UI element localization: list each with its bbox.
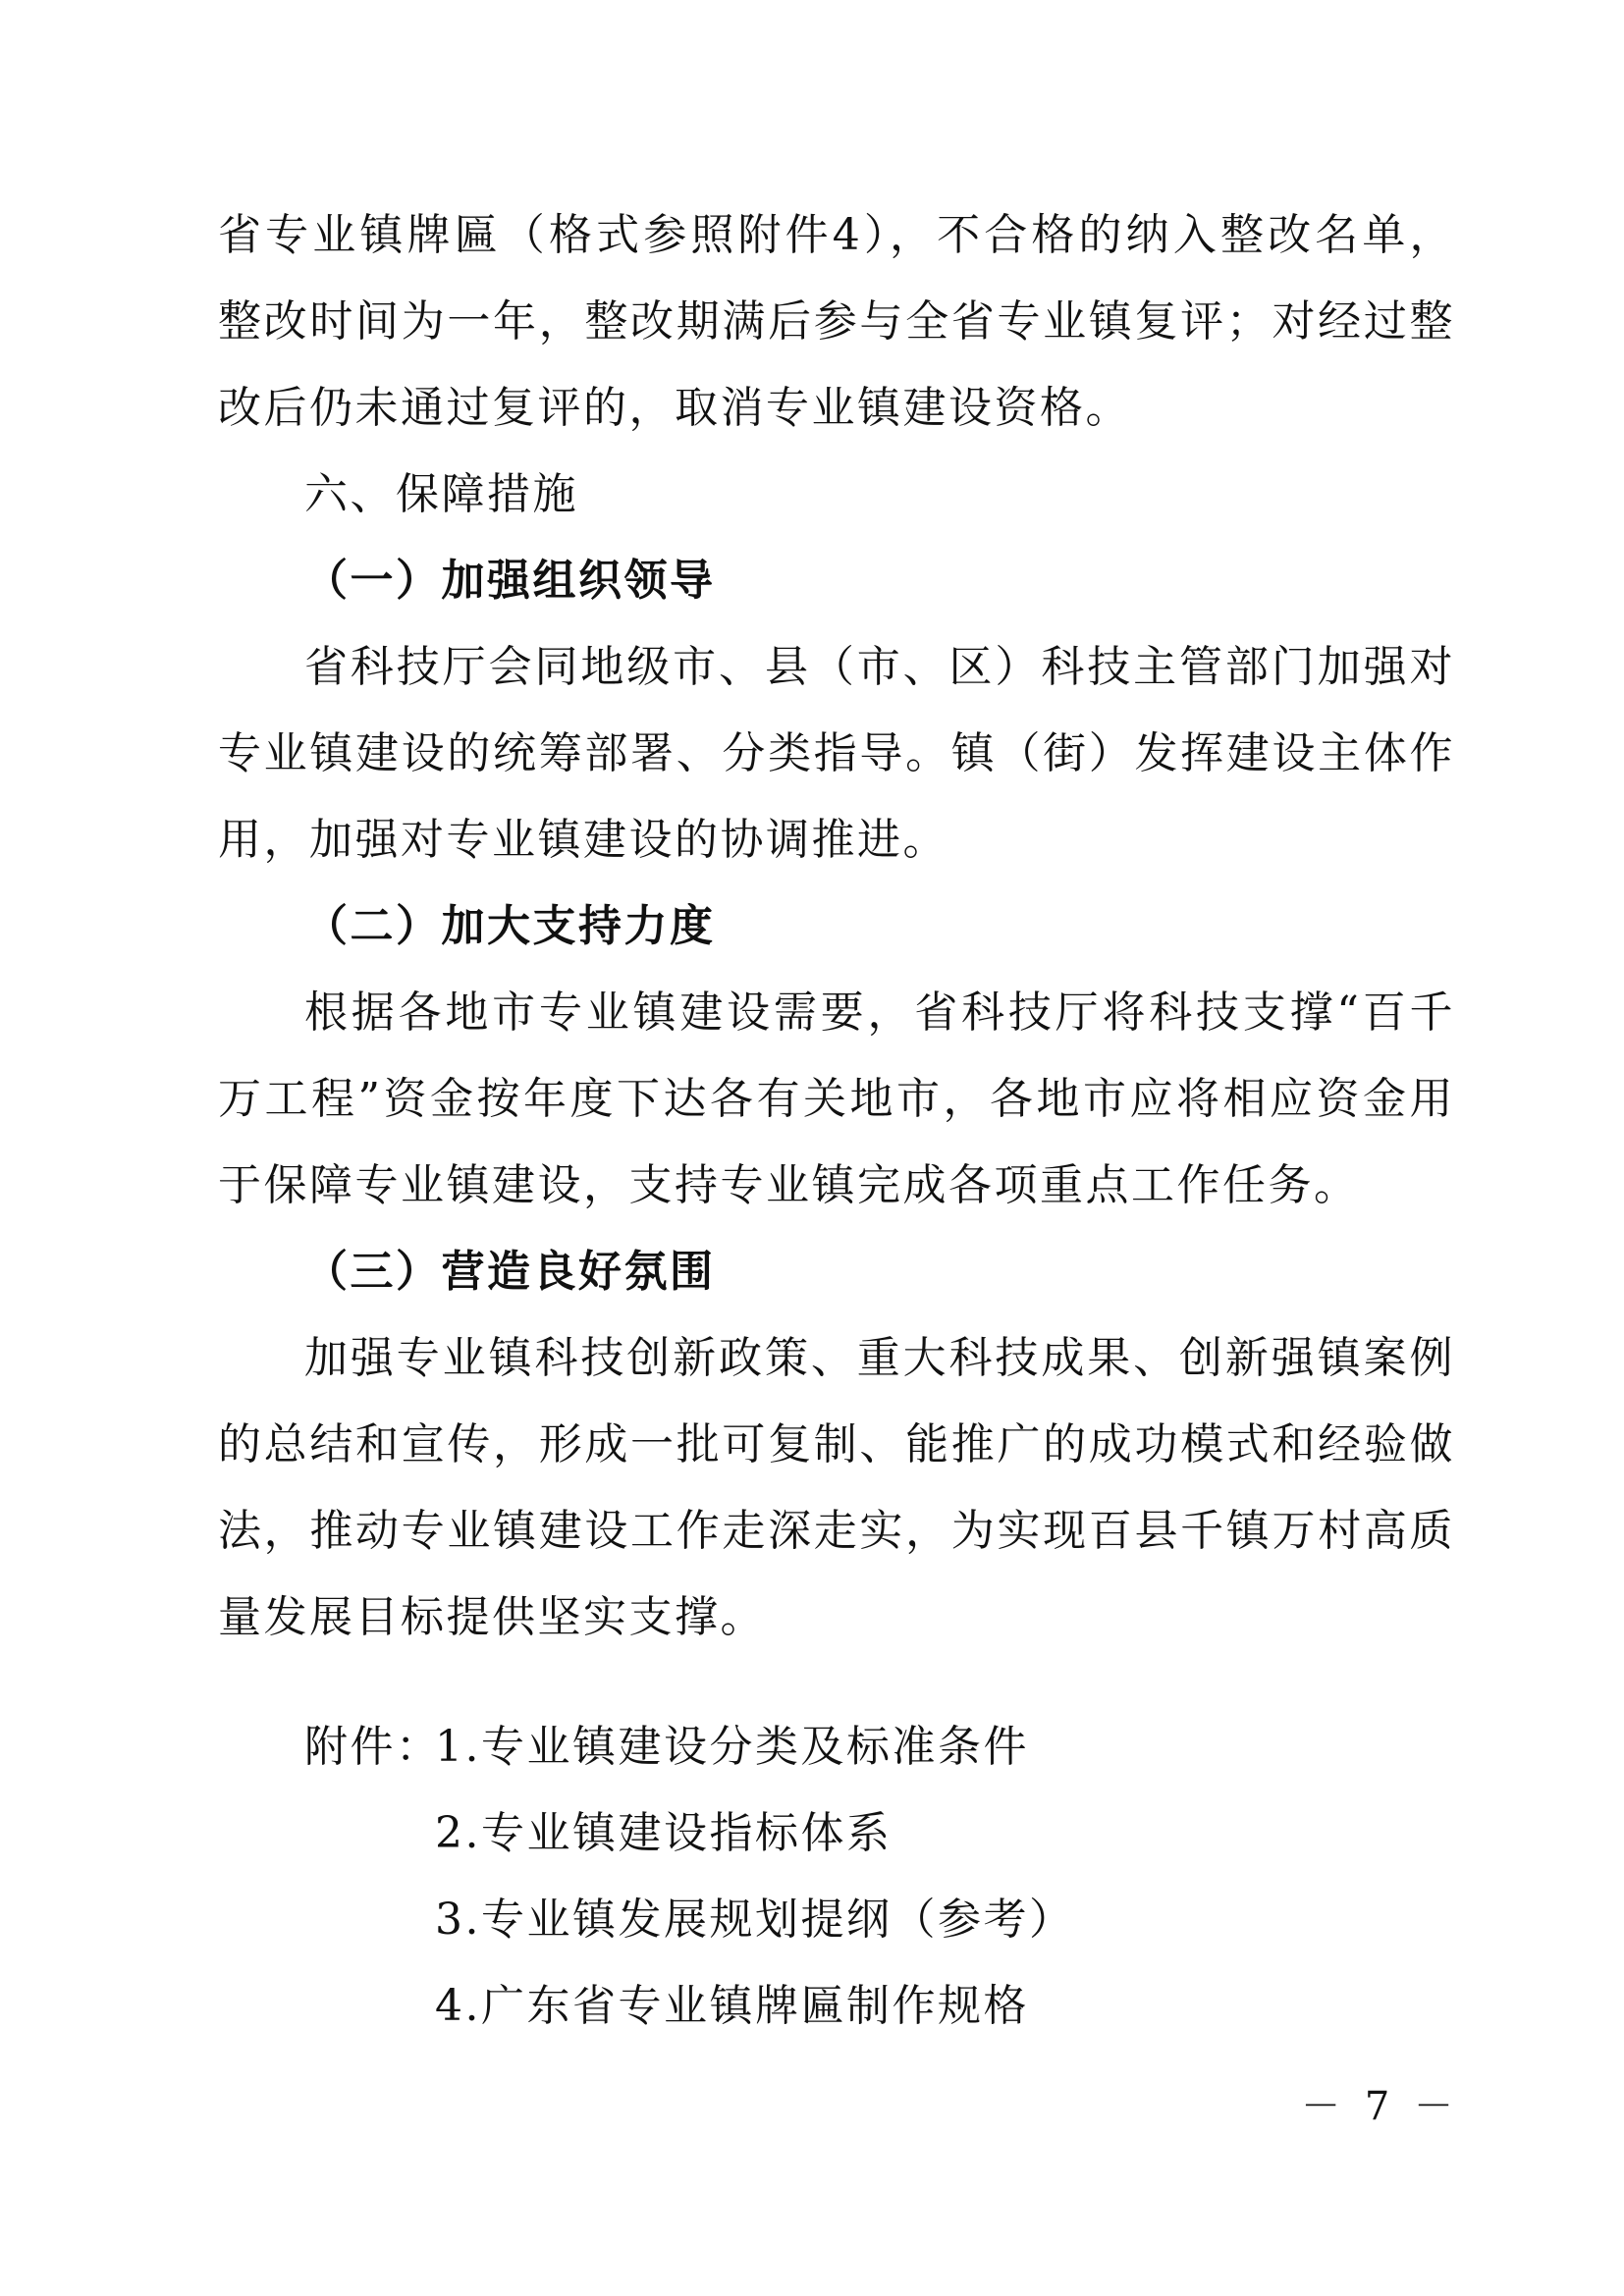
attachment-item: 3.专业镇发展规划提纲（参考） (435, 1895, 1075, 1945)
section-heading-safeguards: 六、保障措施 (304, 469, 578, 519)
attachment-item: 1.专业镇建设分类及标准条件 (435, 1722, 1029, 1772)
attachments-label: 附件： (304, 1722, 442, 1772)
paragraph-support: 根据各地市专业镇建设需要，省科技厅将科技支撑“百千万工程”资金按年度下达各有关地市，各地市应将相应资金用于保障专业镇建设，支持专业镇完成各项重点工作任务。 (218, 988, 1455, 1210)
subheading-organization: （一）加强组织领导 (304, 556, 716, 606)
attachment-item: 4.广东省专业镇牌匾制作规格 (435, 1981, 1029, 2031)
page-number: － 7 － (1301, 2084, 1459, 2129)
attachment-item: 2.专业镇建设指标体系 (435, 1808, 893, 1858)
paragraph-atmosphere: 加强专业镇科技创新政策、重大科技成果、创新强镇案例的总结和宣传，形成一批可复制、能推广的成功模式和经验做法，推动专业镇建设工作走深走实，为实现百县千镇万村高质量发展目标提供坚实支撑。 (218, 1333, 1455, 1642)
paragraph-continuation: 省专业镇牌匾（格式参照附件4），不合格的纳入整改名单，整改时间为一年，整改期满后参与全省专业镇复评；对经过整改后仍未通过复评的，取消专业镇建设资格。 (218, 210, 1455, 433)
subheading-atmosphere: （三）营造良好氛围 (304, 1247, 716, 1297)
subheading-support: （二）加大支持力度 (304, 901, 716, 951)
paragraph-organization: 省科技厅会同地级市、县（市、区）科技主管部门加强对专业镇建设的统筹部署、分类指导。镇（街）发挥建设主体作用，加强对专业镇建设的协调推进。 (218, 642, 1455, 865)
